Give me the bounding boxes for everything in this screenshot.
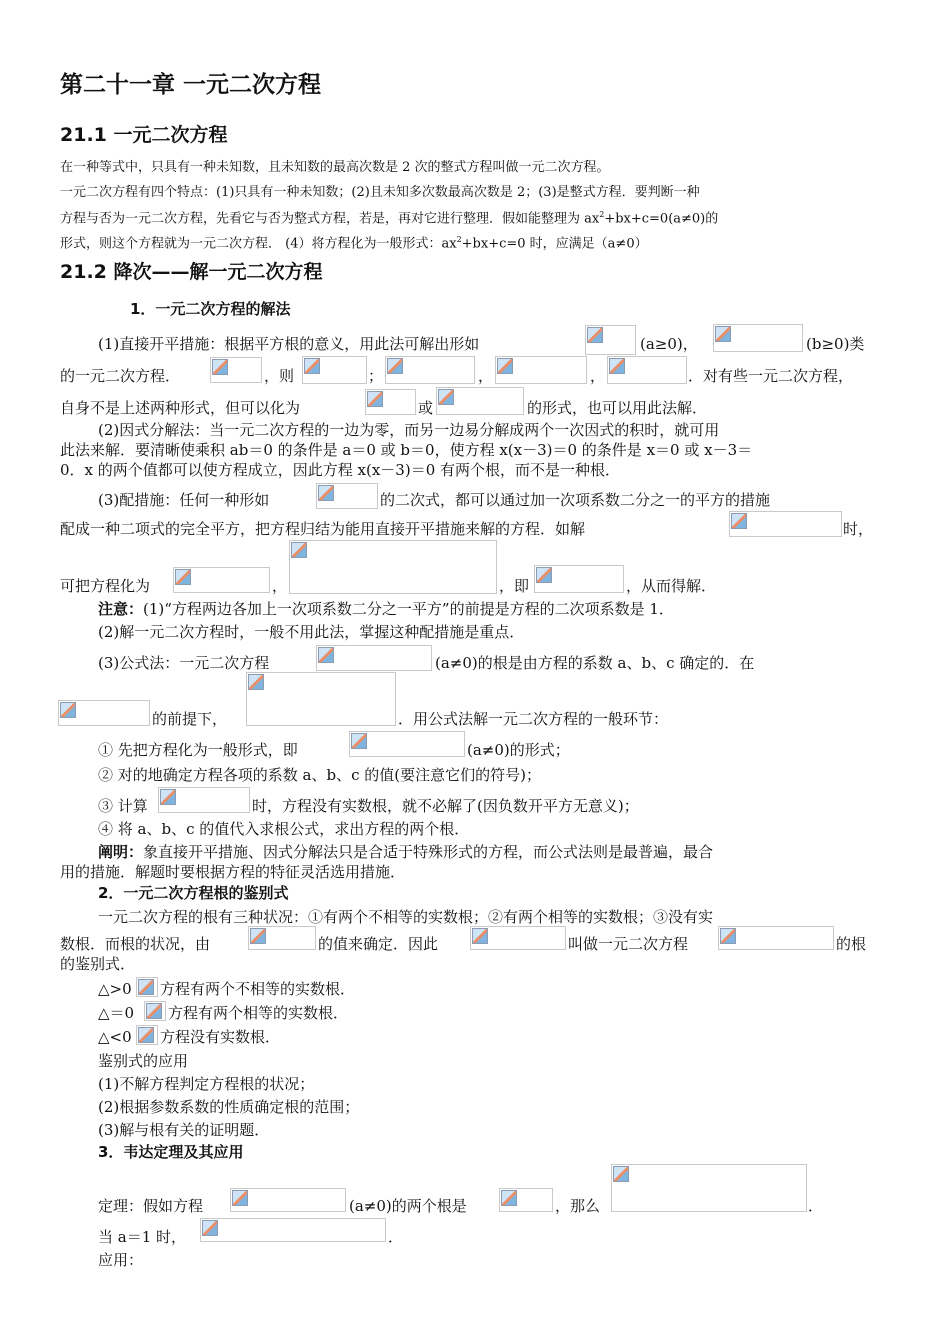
explain-label: 阐明： <box>98 843 144 861</box>
text-line: 鉴别式的应用 <box>98 1052 189 1070</box>
image-placeholder-icon <box>472 928 488 944</box>
formula-image <box>248 926 316 950</box>
image-placeholder-icon <box>248 674 264 690</box>
formula-image <box>136 1025 158 1045</box>
text-line: 用的措施．解题时要根据方程的特征灵活选用措施． <box>60 863 406 881</box>
formula-image <box>246 672 396 726</box>
text-line: ，即 <box>499 577 530 595</box>
image-placeholder-icon <box>138 979 154 995</box>
text-line: 的二次式，都可以通过加一次项系数二分之一的平方的措施 <box>380 491 771 509</box>
text-line: ； <box>368 367 384 385</box>
formula-image <box>316 483 378 509</box>
formula-image <box>495 356 587 384</box>
text-line: (a≠0)的两个根是 <box>349 1197 467 1215</box>
image-placeholder-icon <box>497 358 513 374</box>
image-placeholder-icon <box>160 789 176 805</box>
text-line: ．用公式法解一元二次方程的一般环节： <box>398 710 669 728</box>
text-line: ④ 将 a、b、c 的值代入求根公式，求出方程的两个根． <box>98 820 470 838</box>
image-placeholder-icon <box>291 542 307 558</box>
text-line: 定理：假如方程 <box>98 1197 204 1215</box>
image-placeholder-icon <box>731 513 747 529</box>
image-placeholder-icon <box>536 567 552 583</box>
text-line: 一元二次方程的根有三种状况：①有两个不相等的实数根；②有两个相等的实数根；③没有实 <box>98 908 714 926</box>
text-line: △<0 <box>98 1028 132 1046</box>
formula-image <box>436 387 524 415</box>
image-placeholder-icon <box>587 327 603 343</box>
text-line: (a≠0)的形式； <box>467 741 570 759</box>
image-placeholder-icon <box>60 702 76 718</box>
explain-line: 阐明：象直接开平措施、因式分解法只是合适于特殊形式的方程，而公式法则是最普遍，最合 <box>98 843 714 861</box>
text-line: 此法来解．要清晰使乘积 ab＝0 的条件是 a＝0 或 b＝0，使方程 x(x－3)＝0 的条件是 x＝0 或 x－3＝ <box>60 441 753 459</box>
subheading: 2．一元二次方程根的鉴别式 <box>98 884 289 902</box>
text-line: ② 对的地确定方程各项的系数 a、b、c 的值(要注意它们的符号)； <box>98 766 541 784</box>
text-line: ， <box>478 367 494 385</box>
text-line: 时，方程没有实数根，就不必解了(因负数开平方无意义)； <box>252 797 639 815</box>
text-line: 或 <box>418 399 434 417</box>
image-placeholder-icon <box>232 1190 248 1206</box>
text-line: ，则 <box>264 367 295 385</box>
text-line: (1)直接开平措施：根据平方根的意义，用此法可解出形如 <box>98 335 480 353</box>
text-line: 的形式，也可以用此法解． <box>527 399 708 417</box>
text-line: 时， <box>843 520 874 538</box>
formula-image <box>158 787 250 813</box>
image-placeholder-icon <box>146 1003 162 1019</box>
formula-image <box>713 324 803 352</box>
text-line: ① 先把方程化为一般形式，即 <box>98 741 298 759</box>
text-line: 的前提下， <box>152 710 228 728</box>
image-placeholder-icon <box>250 928 266 944</box>
formula-image <box>210 357 262 383</box>
text-line: (a≠0)的根是由方程的系数 a、b、c 确定的．在 <box>435 654 755 672</box>
formula-image <box>607 356 687 384</box>
text-line: (b≥0)类 <box>806 335 865 353</box>
image-placeholder-icon <box>720 928 736 944</box>
text-line: (a≥0)， <box>640 335 698 353</box>
image-placeholder-icon <box>304 358 320 374</box>
formula-image <box>58 700 150 726</box>
text-line: ， <box>590 367 606 385</box>
text-line: (1)不解方程判定方程根的状况； <box>98 1075 315 1093</box>
paragraph: 形式，则这个方程就为一元二次方程． (4）将方程化为一般形式：$ax^2+bx+c=0$ 时，应满足（a≠0） <box>60 235 648 252</box>
image-placeholder-icon <box>609 358 625 374</box>
subheading: 3．韦达定理及其应用 <box>98 1143 244 1161</box>
text-line: (3)配措施：任何一种形如 <box>98 491 270 509</box>
formula-image <box>302 356 367 384</box>
image-placeholder-icon <box>202 1220 218 1236</box>
chapter-title: 第二十一章 一元二次方程 <box>60 72 322 98</box>
formula-image <box>718 926 834 950</box>
text-line: △>0 <box>98 980 132 998</box>
text-line: (2)解一元二次方程时，一般不用此法，掌握这种配措施是重点． <box>98 623 525 641</box>
formula-image <box>230 1188 346 1212</box>
formula-image <box>316 645 432 671</box>
formula-image <box>585 325 636 355</box>
image-placeholder-icon <box>318 485 334 501</box>
text-line: (2)根据参数系数的性质确定根的范围； <box>98 1098 360 1116</box>
paragraph: 一元二次方程有四个特点：(1)只具有一种未知数；(2)且未知多次数最高次数是 2；(3)是整式方程．要判断一种 <box>60 185 700 200</box>
text-line: 当 a＝1 时， <box>98 1228 187 1246</box>
image-placeholder-icon <box>367 391 383 407</box>
image-placeholder-icon <box>715 326 731 342</box>
note-line: 注意：(1)“方程两边各加上一次项系数二分之一平方”的前提是方程的二次项系数是 1． <box>98 600 674 618</box>
text-line: 方程有两个相等的实数根． <box>168 1004 349 1022</box>
image-placeholder-icon <box>318 647 334 663</box>
note-label: 注意： <box>98 600 144 618</box>
subheading: 1．一元二次方程的解法 <box>130 300 291 318</box>
image-placeholder-icon <box>387 358 403 374</box>
text-line: 的根 <box>836 935 867 953</box>
text-line: 的值来确定．因此 <box>318 935 439 953</box>
formula-image <box>349 731 465 757</box>
paragraph: 方程与否为一元二次方程，先看它与否为整式方程，若是，再对它进行整理．假如能整理为 $ax^2+bx+c=0(a\ne 0)$的 <box>60 210 719 227</box>
formula-image <box>385 356 475 384</box>
text-line: ③ 计算 <box>98 797 148 815</box>
paragraph: 在一种等式中，只具有一种未知数，且未知数的最高次数是 2 次的整式方程叫做一元二次方程。 <box>60 160 610 175</box>
formula-image <box>611 1164 807 1212</box>
text-line: (3)解与根有关的证明题． <box>98 1121 270 1139</box>
text-line: 可把方程化为 <box>60 577 151 595</box>
text-line: ． <box>808 1197 824 1215</box>
formula-image <box>534 565 624 593</box>
text-line: 数根．而根的状况，由 <box>60 935 211 953</box>
image-placeholder-icon <box>351 733 367 749</box>
text-line: 0．x 的两个值都可以使方程成立，因此方程 x(x－3)＝0 有两个根，而不是一种根． <box>60 461 621 479</box>
text-line: △＝0 <box>98 1004 135 1022</box>
text-line: ， <box>272 577 288 595</box>
section-21-2-heading: 21.2 降次——解一元二次方程 <box>60 261 323 283</box>
formula-image <box>499 1188 553 1212</box>
text-line: ． <box>388 1228 404 1246</box>
formula-image <box>173 567 270 593</box>
image-placeholder-icon <box>438 389 454 405</box>
formula-image <box>136 977 158 997</box>
text-line: (3)公式法：一元二次方程 <box>98 654 270 672</box>
text-line: 配成一种二项式的完全平方，把方程归结为能用直接开平措施来解的方程．如解 <box>60 520 586 538</box>
text-line: ，那么 <box>555 1197 601 1215</box>
formula-image <box>365 389 416 415</box>
image-placeholder-icon <box>501 1190 517 1206</box>
image-placeholder-icon <box>613 1166 629 1182</box>
image-placeholder-icon <box>138 1027 154 1043</box>
text-line: ，从而得解． <box>626 577 717 595</box>
formula-image <box>470 926 566 950</box>
text-line: ．对有些一元二次方程， <box>688 367 854 385</box>
text-line: 方程没有实数根． <box>160 1028 281 1046</box>
text-line: 的一元二次方程． <box>60 367 181 385</box>
formula-image <box>200 1218 386 1242</box>
formula-image <box>144 1001 166 1021</box>
text-line: 方程有两个不相等的实数根． <box>160 980 356 998</box>
text-line: (2)因式分解法：当一元二次方程的一边为零，而另一边易分解成两个一次因式的积时，就可用 <box>98 421 720 439</box>
image-placeholder-icon <box>175 569 191 585</box>
formula-image <box>729 511 842 537</box>
section-21-1-heading: 21.1 一元二次方程 <box>60 124 228 146</box>
image-placeholder-icon <box>212 359 228 375</box>
formula-image <box>289 540 497 594</box>
text-line: 叫做一元二次方程 <box>568 935 689 953</box>
text-line: 自身不是上述两种形式，但可以化为 <box>60 399 301 417</box>
text-line: 应用： <box>98 1251 144 1269</box>
text-line: 的鉴别式． <box>60 955 136 973</box>
